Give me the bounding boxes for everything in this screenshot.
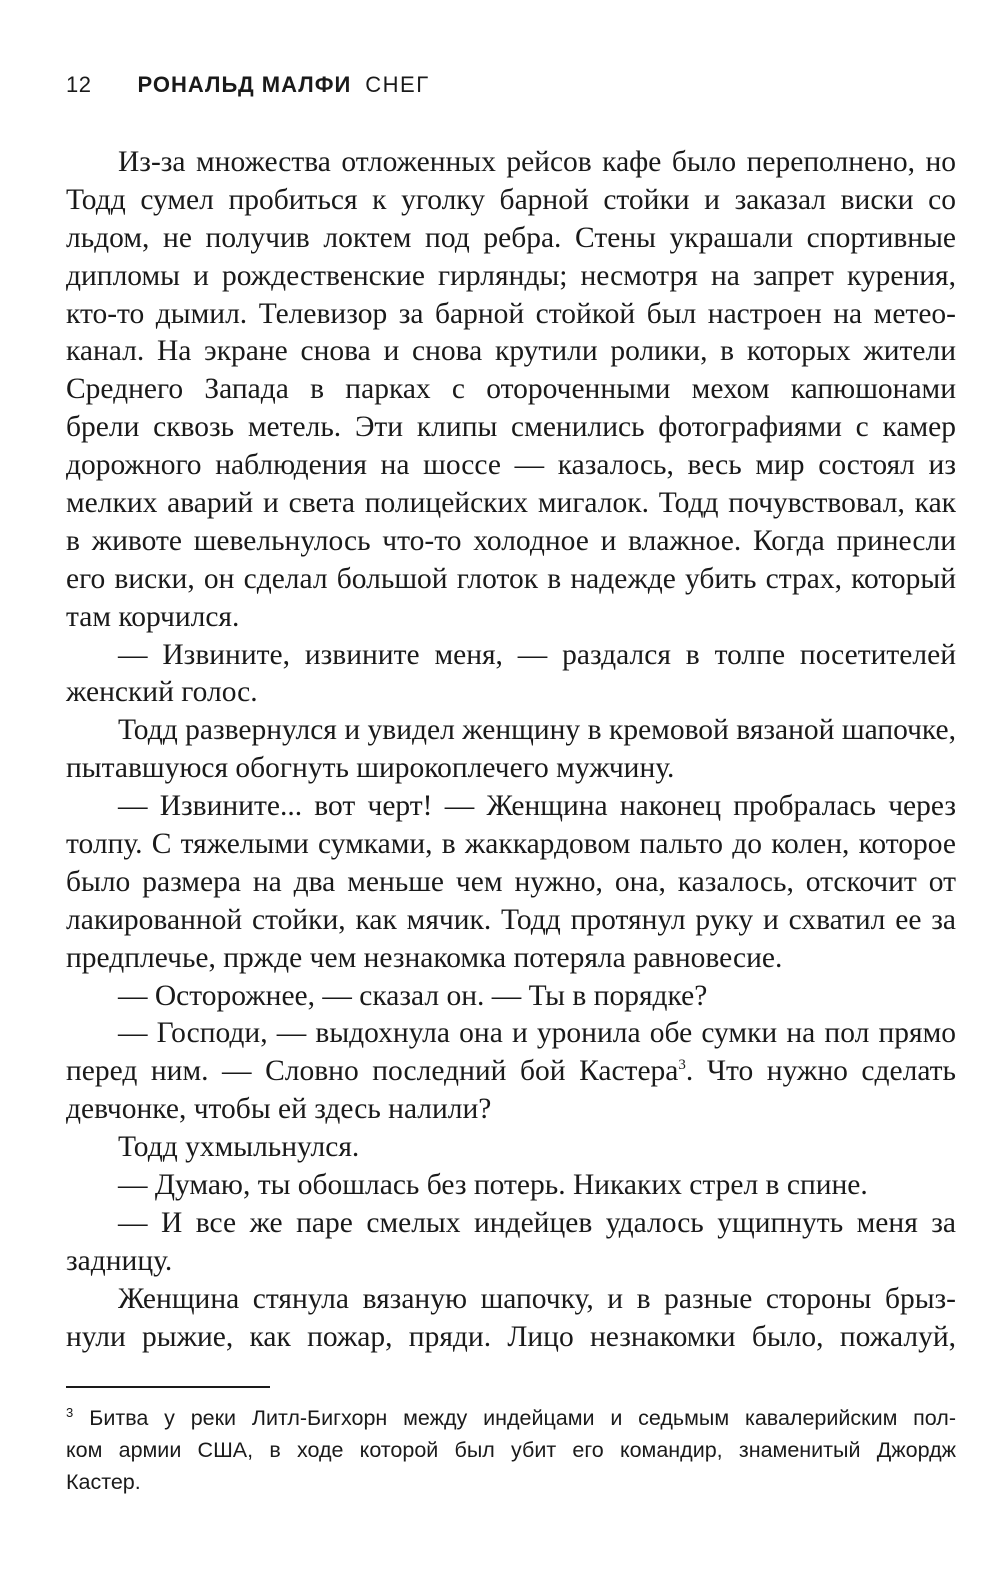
author-name: РОНАЛЬД МАЛФИ — [137, 72, 352, 97]
text-line: Из-за множества отложенных рейсов кафе было переполнено, но — [118, 146, 956, 178]
text-segment: . Что нужно сделать — [685, 1055, 956, 1088]
text-line: там корчился. — [66, 600, 240, 633]
text-line: задницу. — [66, 1244, 173, 1277]
book-title: СНЕГ — [365, 72, 430, 97]
body-text — [66, 144, 956, 1357]
text-line: брели сквозь метель. Эти клипы сменились фотографиями с камер — [66, 411, 956, 444]
text-line: канал. На экране снова и снова крутили ролики, в которых жители — [66, 335, 956, 368]
text-line: Женщина стянула вязаную шапочку, и в разные стороны брыз- — [118, 1282, 956, 1315]
text-line: его виски, он сделал большой глоток в надежде убить страх, который — [66, 562, 956, 595]
text-line: нули рыжие, как пожар, пряди. Лицо незнакомки было, пожалуй, — [66, 1320, 956, 1353]
text-line: предплечье, пржде чем незнакомка потеряла равновесие. — [66, 941, 783, 974]
text-line: в животе шевельнулось что-то холодное и влажное. Когда принесли — [66, 524, 956, 557]
footnote-reference: 3 — [678, 1057, 686, 1074]
text-line: мелких аварий и света полицейских мигалок. Тодд почувствовал, как — [66, 487, 956, 520]
text-line: — Осторожнее, — сказал он. — Ты в порядке? — [118, 979, 708, 1012]
footnote-divider — [66, 1386, 270, 1388]
text-line: женский голос. — [66, 676, 258, 709]
text-line: льдом, не получив локтем под ребра. Стены украшали спортивные — [66, 221, 956, 254]
text-line: — Извините, извините меня, — раздался в толпе посетителей — [118, 638, 956, 671]
text-line: — Извините... вот черт! — Женщина наконец пробралась через — [118, 790, 956, 823]
text-line: толпу. С тяжелыми сумками, в жаккардовом пальто до колен, которое — [66, 828, 956, 861]
text-line: — Думаю, ты обошлась без потерь. Никаких стрел в спине. — [118, 1169, 868, 1202]
text-line: пытавшуюся обогнуть широкоплечего мужчину. — [66, 752, 675, 785]
text-line-with-footnote-ref — [66, 1053, 956, 1091]
text-line: кто-то дымил. Телевизор за барной стойкой был настроен на метео- — [66, 297, 956, 330]
page-number: 12 — [66, 72, 92, 97]
text-line: Тодд развернулся и увидел женщину в кремовой вязаной шапочке, — [118, 714, 956, 747]
footnote-line — [66, 1402, 956, 1434]
text-segment: перед ним. — Словно последний бой Кастера — [66, 1055, 679, 1088]
text-line: дорожного наблюдения на шоссе — казалось, весь мир состоял из — [66, 449, 956, 482]
text-line: дипломы и рождественские гирлянды; несмотря на запрет курения, — [66, 259, 956, 292]
footnote-line: ком армии США, в ходе которой был убит его командир, знаменитый Джордж — [66, 1438, 956, 1462]
text-line: лакированной стойки, как мячик. Тодд протянул руку и схватил ее за — [66, 903, 956, 936]
text-line: девчонке, чтобы ей здесь налили? — [66, 1093, 492, 1126]
text-line: Среднего Запада в парках с отороченными мехом капюшонами — [66, 373, 956, 406]
text-line: Тодд сумел пробиться к уголку барной стойки и заказал виски со — [66, 183, 956, 216]
footnote-number: 3 — [66, 1404, 74, 1420]
footnote-line: Кастер. — [66, 1470, 141, 1494]
text-line: — Господи, — выдохнула она и уронила обе сумки на пол прямо — [118, 1017, 956, 1050]
footnote — [66, 1402, 956, 1498]
footnote-text: Битва у реки Литл-Бигхорн между индейцами и седьмым кавалерийским пол- — [89, 1406, 956, 1430]
running-header — [66, 72, 430, 98]
text-line: — И все же паре смелых индейцев удалось ущипнуть меня за — [118, 1206, 956, 1239]
text-line: было размера на два меньше чем нужно, она, казалось, отскочит от — [66, 865, 956, 898]
text-line: Тодд ухмыльнулся. — [118, 1131, 360, 1164]
